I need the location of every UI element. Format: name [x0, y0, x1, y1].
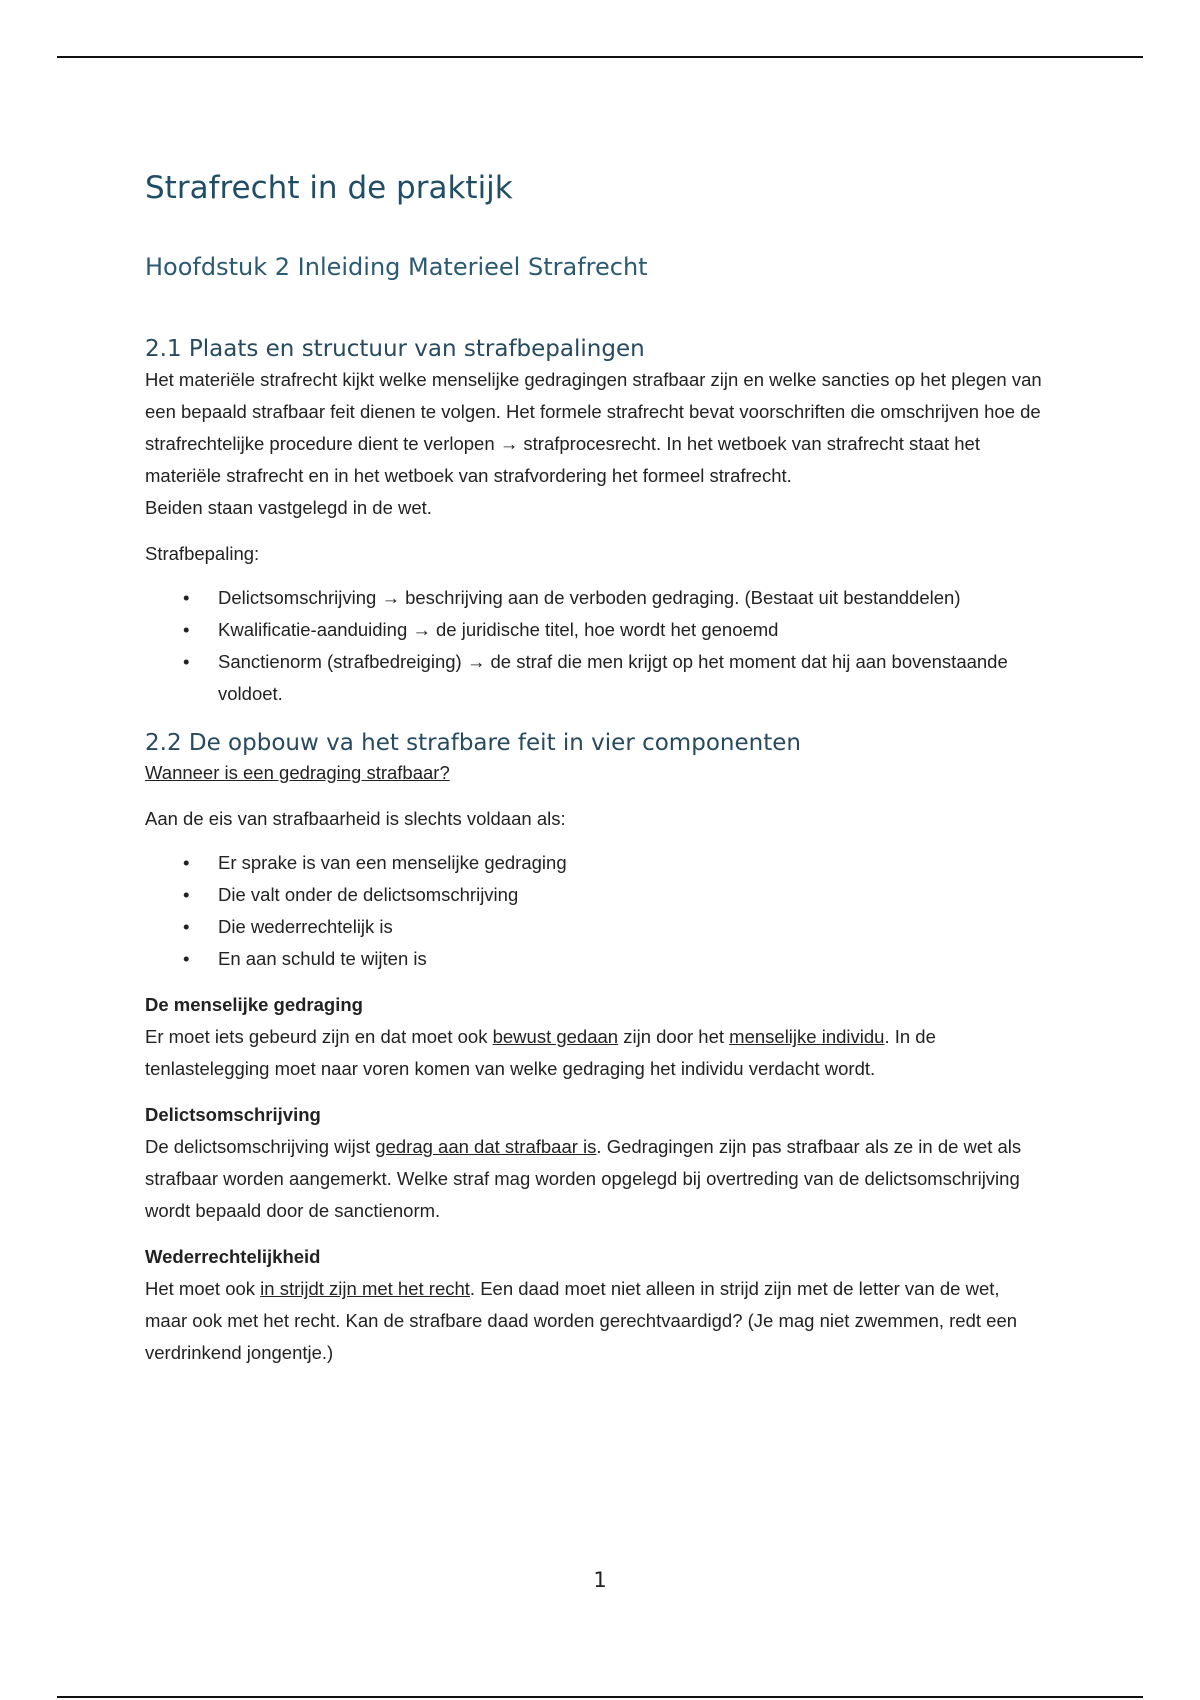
list-item-text: Die valt onder de delictsomschrijving: [218, 884, 519, 906]
bullet-icon: •: [183, 916, 190, 938]
bullet-icon: •: [183, 884, 190, 906]
underlined-text: bewust gedaan: [492, 1026, 619, 1048]
text-run: . In de tenlastelegging moet naar voren komen van welke gedraging het individu verdacht wordt.: [145, 1026, 936, 1080]
bullet-icon: •: [183, 618, 190, 640]
text-run: Er moet iets gebeurd zijn en dat moet ook: [145, 1026, 493, 1048]
wederrechtelijkheid-paragraph: [145, 1273, 1045, 1369]
list-item: [145, 879, 1045, 911]
section-heading-2-1: 2.1 Plaats en structuur van strafbepalingen: [145, 335, 645, 362]
list-item: [145, 943, 1045, 975]
footer-rule: [57, 1696, 1143, 1698]
underlined-text: in strijdt zijn met het recht: [260, 1278, 470, 1300]
list-item-text: Delictsomschrijving → beschrijving aan de verboden gedraging. (Bestaat uit bestanddelen): [218, 586, 961, 608]
underlined-text: gedrag aan dat strafbaar is: [375, 1136, 597, 1158]
list-item-text: Die wederrechtelijk is: [218, 916, 393, 938]
text-run: zijn door het: [618, 1026, 730, 1048]
chapter-heading: Hoofdstuk 2 Inleiding Materieel Strafrecht: [145, 253, 648, 282]
header-rule: [57, 56, 1143, 58]
strafbepaling-list: [145, 582, 1045, 710]
bullet-icon: •: [183, 948, 190, 970]
bullet-icon: •: [183, 650, 190, 672]
list-item: [145, 646, 1045, 710]
list-item-text: Sanctienorm (strafbedreiging) → de straf die men krijgt op het moment dat hij aan bovenstaande voldoet.: [218, 650, 1008, 704]
list-item-text: Kwalificatie-aanduiding → de juridische titel, hoe wordt het genoemd: [218, 618, 779, 640]
strafbaarheid-list: [145, 847, 1045, 975]
document-title: Strafrecht in de praktijk: [145, 170, 513, 206]
list-item-text: Er sprake is van een menselijke gedraging: [218, 852, 567, 874]
delictsomschrijving-heading: Delictsomschrijving: [145, 1104, 321, 1126]
wederrechtelijkheid-heading: Wederrechtelijkheid: [145, 1246, 321, 1268]
bullet-icon: •: [183, 586, 190, 608]
text-run: . Gedragingen zijn pas strafbaar als ze in de wet als strafbaar worden aangemerkt. Welke straf mag worden opgelegd bij overtreding van de delictsomschrijving wordt bepaald door de sanctienorm.: [145, 1136, 1022, 1222]
document-body: [145, 160, 1045, 1369]
text-run: De delictsomschrijving wijst: [145, 1136, 376, 1158]
delictsomschrijving-paragraph: [145, 1131, 1045, 1227]
underlined-text: menselijke individu: [729, 1026, 885, 1048]
text-run: . Een daad moet niet alleen in strijd zijn met de letter van de wet, maar ook met het recht. Kan de strafbare daad worden gerechtvaardigd? (Je mag niet zwemmen, redt een verdrinkend jongentje.): [145, 1278, 1018, 1364]
list-item: [145, 911, 1045, 943]
list-item: [145, 614, 1045, 646]
section-2-1-paragraph-short: Beiden staan vastgelegd in de wet.: [145, 496, 432, 518]
bullet-icon: •: [183, 852, 190, 874]
page-number: 1: [593, 1568, 607, 1592]
section-2-1-paragraph: Het materiële strafrecht kijkt welke menselijke gedragingen strafbaar zijn en welke sancties op het plegen van een bepaald strafbaar feit dienen te volgen. Het formele strafrecht bevat voorschriften die omschrijven hoe de strafrechtelijke procedure dient te verlopen → strafprocesrecht. In het wetboek van strafrecht staat het materiële strafrecht en in het wetboek van strafvordering het formeel strafrecht.: [145, 368, 1042, 486]
list-item: [145, 582, 1045, 614]
strafbaarheid-intro: Aan de eis van strafbaarheid is slechts voldaan als:: [145, 808, 566, 830]
list-item: [145, 847, 1045, 879]
strafbaar-question: Wanneer is een gedraging strafbaar?: [145, 762, 450, 784]
list-item-text: En aan schuld te wijten is: [218, 948, 427, 970]
text-run: Het moet ook: [145, 1278, 261, 1300]
menselijke-gedraging-heading: De menselijke gedraging: [145, 994, 363, 1016]
strafbepaling-label: Strafbepaling:: [145, 542, 260, 564]
section-heading-2-2: 2.2 De opbouw va het strafbare feit in vier componenten: [145, 729, 801, 756]
menselijke-gedraging-paragraph: [145, 1021, 1045, 1085]
